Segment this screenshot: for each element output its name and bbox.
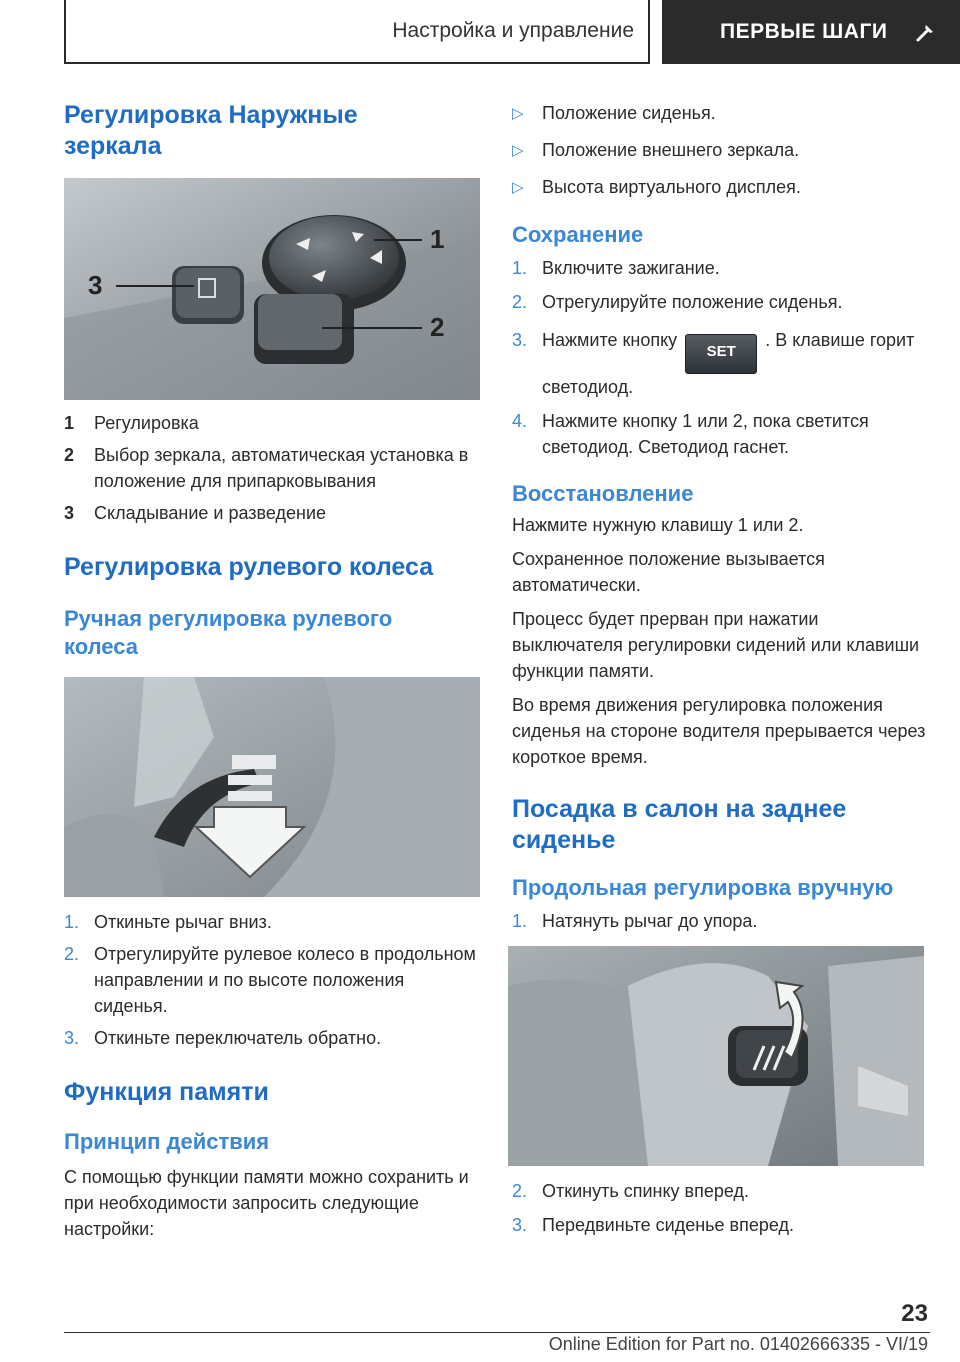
bullet-item xyxy=(512,100,930,127)
right-column xyxy=(512,100,930,1238)
step-number: 2. xyxy=(512,292,528,312)
mirror-controls-illustration xyxy=(64,178,480,400)
save-step xyxy=(512,255,930,281)
rear-seat-subtitle: Продольная регулировка вручную xyxy=(512,875,894,900)
step-text: Включите зажигание. xyxy=(542,258,720,278)
header-chapter-title: ПЕРВЫЕ ШАГИ xyxy=(720,20,888,43)
step-number: 4. xyxy=(512,411,528,431)
step-number: 3. xyxy=(512,330,528,350)
step-text: Откинуть спинку вперед. xyxy=(542,1181,750,1201)
restore-paragraph: Нажмите нужную клавишу 1 или 2. xyxy=(512,515,804,535)
wrench-icon xyxy=(915,21,937,43)
triangle-bullet-icon: ▷ xyxy=(512,142,524,159)
steering-step xyxy=(64,1025,480,1051)
bullet-text: Положение сиденья. xyxy=(542,103,716,123)
step-number: 1. xyxy=(512,911,528,931)
legend-text: Складывание и разведение xyxy=(94,503,327,523)
mirrors-title: Регулировка Наружные зеркала xyxy=(64,101,358,160)
bullet-text: Положение внешнего зеркала. xyxy=(542,140,800,160)
step-text-b: . В клавише горит светодиод. xyxy=(542,330,915,397)
step-number: 2. xyxy=(64,944,80,964)
mirror-fig-label-3: 3 xyxy=(88,270,103,300)
triangle-bullet-icon: ▷ xyxy=(512,179,524,196)
step-text: Отрегулируйте положение сиденья. xyxy=(542,292,843,312)
memory-title: Функция памяти xyxy=(64,1078,269,1106)
save-title: Сохранение xyxy=(512,222,644,247)
footer-divider xyxy=(64,1332,930,1333)
memory-text: С помощью функции памяти можно сохранить и при необходимости запросить следующие настройки: xyxy=(64,1167,469,1239)
restore-title: Восстановление xyxy=(512,481,694,506)
rear-seat-title: Посадка в салон на заднее сиденье xyxy=(512,795,847,854)
steering-subtitle: Ручная регулировка рулевого колеса xyxy=(64,606,393,659)
save-step xyxy=(512,289,930,315)
mirror-legend xyxy=(64,410,480,526)
memory-bullets xyxy=(512,100,930,201)
rear-step xyxy=(512,1212,930,1238)
mirror-controls-figure xyxy=(64,178,480,400)
step-text: Откиньте рычаг вниз. xyxy=(94,912,272,932)
steering-title: Регулировка рулевого колеса xyxy=(64,553,434,581)
save-steps xyxy=(512,255,930,460)
step-number: 3. xyxy=(64,1028,80,1048)
rear-seat-lever-illustration xyxy=(508,946,924,1166)
step-text: Откиньте переключатель обратно. xyxy=(94,1028,382,1048)
legend-text: Выбор зеркала, автоматическая установка в положение для припарковывания xyxy=(94,445,469,491)
rear-steps xyxy=(512,1178,930,1238)
step-text: Натянуть рычаг до упора. xyxy=(542,911,758,931)
bullet-item xyxy=(512,174,930,201)
step-text xyxy=(542,327,930,400)
step-number: 1. xyxy=(64,912,80,932)
restore-paragraph: Процесс будет прерван при нажатии выключателя регулировки сидений или клавиши функции памяти. xyxy=(512,609,920,681)
legend-item xyxy=(64,410,480,436)
step-text: Отрегулируйте рулевое колесо в продольном направлении и по высоте положения сиденья. xyxy=(94,944,476,1016)
steering-step xyxy=(64,909,480,935)
edition-text: Online Edition for Part no. 01402666335 - VI/19 xyxy=(548,1334,928,1354)
legend-number: 1 xyxy=(64,413,75,433)
legend-text: Регулировка xyxy=(94,413,199,433)
left-column xyxy=(64,100,480,1242)
steering-lever-figure xyxy=(64,677,480,897)
save-step xyxy=(512,327,930,400)
legend-item xyxy=(64,442,480,494)
mirror-fig-label-2: 2 xyxy=(430,312,445,342)
rear-step xyxy=(512,1178,930,1204)
rear-step xyxy=(512,908,930,934)
legend-number: 2 xyxy=(64,445,75,465)
restore-paragraph: Во время движения регулировка положения сиденья на стороне водителя прерывается через короткое время. xyxy=(512,695,926,767)
memory-subtitle: Принцип действия xyxy=(64,1129,270,1154)
step-text-a: Нажмите кнопку xyxy=(542,330,678,350)
triangle-bullet-icon: ▷ xyxy=(512,105,524,122)
legend-number: 3 xyxy=(64,503,75,523)
rear-seat-lever-figure xyxy=(508,946,924,1166)
steering-step xyxy=(64,941,480,1019)
step-number: 1. xyxy=(512,258,528,278)
restore-paragraph: Сохраненное положение вызывается автоматически. xyxy=(512,549,825,595)
mirror-fig-label-1: 1 xyxy=(430,224,445,254)
steering-lever-illustration xyxy=(64,677,480,897)
step-text: Передвиньте сиденье вперед. xyxy=(542,1215,795,1235)
step-number: 3. xyxy=(512,1215,528,1235)
header-section-title: Настройка и управление xyxy=(392,19,634,42)
bullet-text: Высота виртуального дисплея. xyxy=(542,177,801,197)
legend-item xyxy=(64,500,480,526)
page-number: 23 xyxy=(901,1300,928,1327)
step-number: 2. xyxy=(512,1181,528,1201)
set-button-icon: SET xyxy=(685,334,757,374)
header-section-box xyxy=(64,0,650,64)
save-step xyxy=(512,408,930,460)
step-text: Нажмите кнопку 1 или 2, пока светится светодиод. Светодиод гаснет. xyxy=(542,411,869,457)
bullet-item xyxy=(512,137,930,164)
steering-steps xyxy=(64,909,480,1051)
header-chapter-box xyxy=(662,0,960,64)
